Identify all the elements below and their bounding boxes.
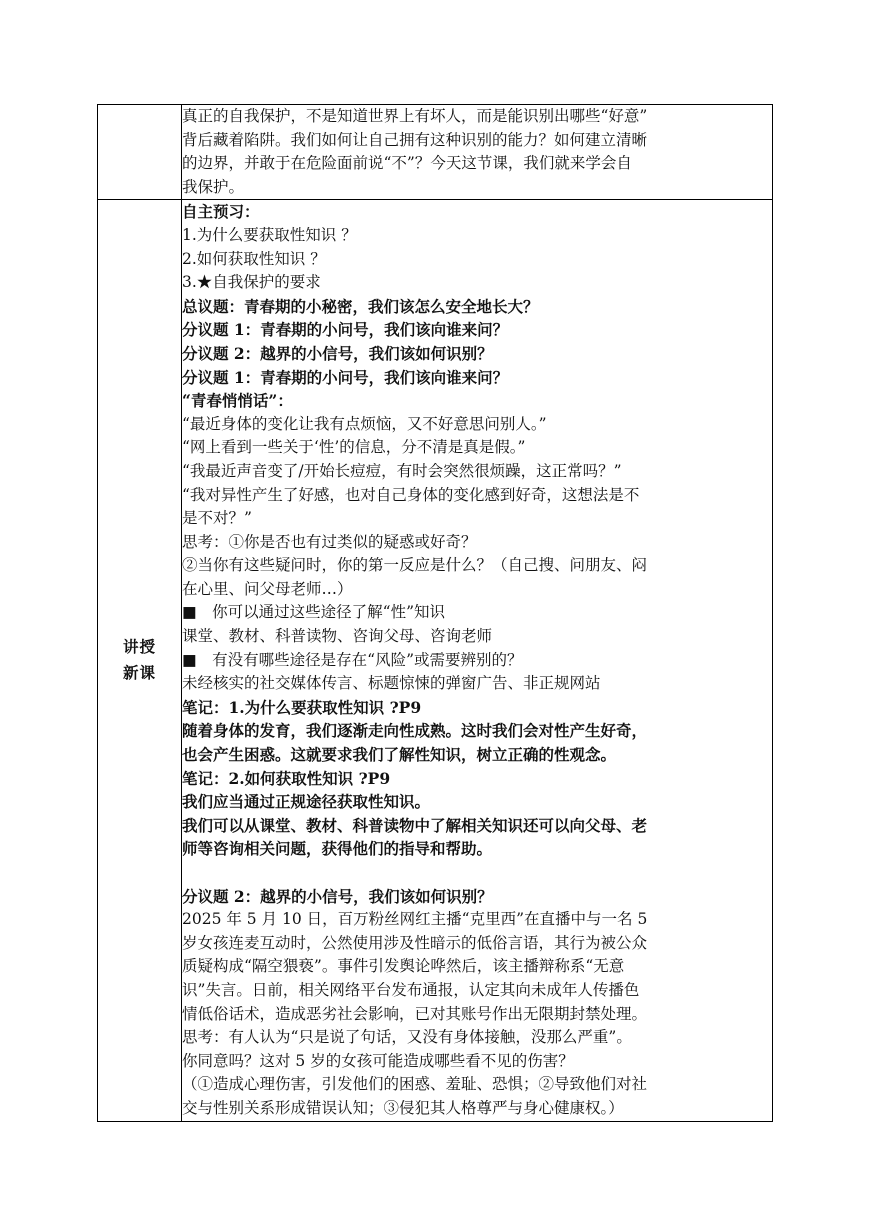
channel-answer: 课堂、教材、科普读物、咨询父母、咨询老师 [182, 627, 493, 646]
preview-title: 自主预习： [182, 202, 260, 222]
note-body: 我们应当通过正规途径获取性知识。 [182, 792, 431, 812]
preview-item: 2.如何获取性知识 ？ [182, 249, 326, 268]
lesson-plan-table [97, 104, 773, 1122]
case-think-line: 你同意吗？这对 5 岁的女孩可能造成哪些看不见的伤害？ [182, 1051, 574, 1070]
case-heading: 分议题 2：越界的小信号，我们该如何识别？ [182, 886, 493, 906]
section-label-line: 讲授 [122, 637, 156, 657]
channel-question: ■ 有没有哪些途径是存在“风险”或需要辨别的？ [182, 650, 523, 669]
intro-label-cell [98, 105, 182, 200]
case-line: 情低俗话术，造成恶劣社会影响，已对其账号作出无限期封禁处理。 [182, 1004, 648, 1023]
channel-answer: 未经核实的社交媒体传言、标题惊悚的弹窗广告、非正规网站 [182, 674, 601, 693]
case-think-line: 交与性别关系形成错误认知；③侵犯其人格尊严与身心健康权。） [182, 1098, 624, 1117]
case-think-line: 思考：有人认为“只是说了句话，又没有身体接触，没那么严重”。 [182, 1028, 632, 1047]
section-label-line: 新课 [122, 663, 156, 683]
whisper-quote: “我最近声音变了/开始长痘痘，有时会突然很烦躁，这正常吗？” [182, 461, 622, 480]
sub-topic-1-heading: 分议题 1：青春期的小问号，我们该向谁来问？ [182, 367, 509, 387]
note-body: 也会产生困惑。这就要求我们了解性知识，树立正确的性观念。 [182, 745, 617, 765]
new-lesson-row [98, 200, 773, 1121]
note-body: 师等咨询相关问题，获得他们的指导和帮助。 [182, 839, 493, 859]
note-body: 我们可以从课堂、教材、科普读物中了解相关知识还可以向父母、老 [182, 815, 648, 835]
note-title: 笔记：2.如何获取性知识 ?P9 [182, 768, 391, 788]
intro-line: 我保护。 [182, 177, 245, 196]
think-line: 在心里、问父母老师…） [182, 579, 353, 598]
preview-item: 3.★自我保护的要求 [182, 273, 321, 292]
blank-line [182, 861, 772, 885]
intro-row [98, 105, 773, 200]
whisper-quote: “网上看到一些关于‘性’的信息，分不清是真是假。” [182, 438, 526, 457]
whisper-quote: 是不对？” [182, 509, 252, 528]
intro-content-cell [182, 105, 773, 200]
intro-line: 背后藏着陷阱。我们如何让自己拥有这种识别的能力？如何建立清晰 [182, 130, 648, 149]
case-line: 岁女孩连麦互动时，公然使用涉及性暗示的低俗言语，其行为被公众 [182, 933, 648, 952]
case-line: 识”失言。日前，相关网络平台发布通报，认定其向未成年人传播色 [182, 980, 640, 999]
main-topic: 总议题：青春期的小秘密，我们该怎么安全地长大？ [182, 296, 539, 316]
intro-line: 的边界，并敢于在危险面前说“不”？今天这节课，我们就来学会自 [182, 154, 632, 173]
case-think-line: （①造成心理伤害，引发他们的困惑、羞耻、恐惧；②导致他们对社 [182, 1075, 648, 1094]
sub-topic-2: 分议题 2：越界的小信号，我们该如何识别？ [182, 343, 493, 363]
note-body: 随着身体的发育，我们逐渐走向性成熟。这时我们会对性产生好奇， [182, 721, 648, 741]
preview-item: 1.为什么要获取性知识 ？ [182, 225, 357, 244]
think-line: ②当你有这些疑问时，你的第一反应是什么？（自己搜、问朋友、闷 [182, 556, 648, 575]
whisper-quote: “我对异性产生了好感，也对自己身体的变化感到好奇，这想法是不 [182, 485, 640, 504]
whispers-title: “青春悄悄话”： [182, 391, 293, 411]
note-title: 笔记：1.为什么要获取性知识 ?P9 [182, 697, 422, 717]
channel-question: ■ 你可以通过这些途径了解“性”知识 [182, 603, 445, 622]
case-line: 质疑构成“隔空猥亵”。事件引发舆论哗然后，该主播辩称系“无意 [182, 957, 625, 976]
intro-line: 真正的自我保护，不是知道世界上有坏人，而是能识别出哪些“好意” [182, 107, 648, 125]
sub-topic-1: 分议题 1：青春期的小问号，我们该向谁来问？ [182, 320, 509, 340]
whisper-quote: “最近身体的变化让我有点烦恼，又不好意思问别人。” [182, 414, 547, 433]
section-label-cell [98, 200, 182, 1121]
think-line: 思考：①你是否也有过类似的疑惑或好奇？ [182, 532, 477, 551]
case-line: 2025 年 5 月 10 日，百万粉丝网红主播“克里西”在直播中与一名 5 [182, 910, 648, 929]
lesson-content-cell [182, 200, 773, 1121]
